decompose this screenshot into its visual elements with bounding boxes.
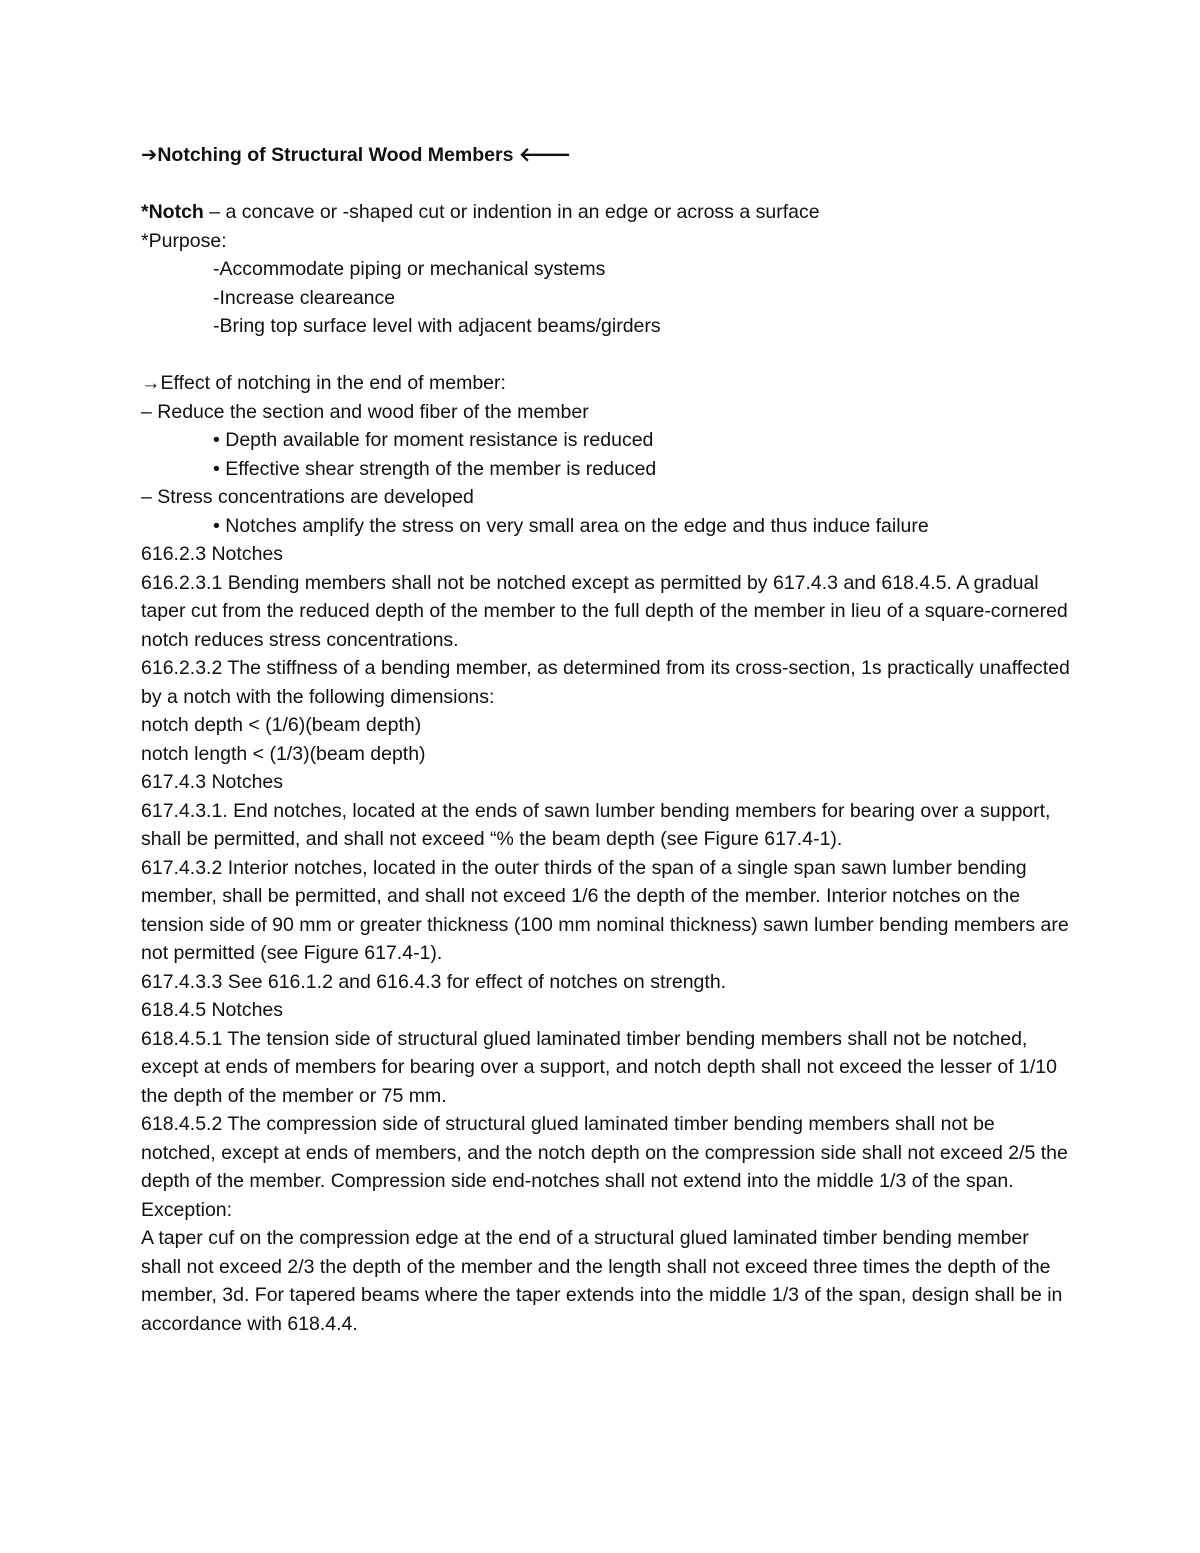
purpose-item: -Bring top surface level with adjacent beams/girders (213, 315, 661, 337)
notch-depth-rule: notch depth < (1/6)(beam depth) (141, 714, 422, 736)
document-title (141, 141, 1071, 170)
purpose-label: *Purpose: (141, 229, 227, 252)
purpose-item: -Increase cleareance (213, 286, 396, 309)
exception-label: Exception: (141, 1198, 233, 1221)
section-paragraph: 618.4.5.1 The tension side of structural glued laminated timber bending members shall not be notched, except at ends of members for bearing over a support, and notch depth shall not exceed the lesser of 1/10 the depth of the member or 75 mm. (141, 1027, 1057, 1107)
section-paragraph: 617.4.3.2 Interior notches, located in the outer thirds of the span of a single span sawn lumber bending member, shall be permitted, and shall not exceed 1/6 the depth of the member. Interior notches on the tension side of 90 mm or greater thickness (100 mm nominal thickness) sawn lumber bending members are not permitted (see Figure 617.4-1). (141, 856, 1069, 964)
effect-stress: – Stress concentrations are developed (141, 486, 474, 508)
notch-length-rule: notch length < (1/3)(beam depth) (141, 742, 426, 765)
spacer (141, 170, 1071, 199)
spacer (141, 341, 1071, 370)
arrow-left-icon: 🡐 (518, 143, 572, 166)
notch-definition (141, 198, 1071, 227)
section-heading: 616.2.3 Notches (141, 543, 284, 565)
purpose-item: -Accommodate piping or mechanical systems (213, 258, 606, 280)
section-paragraph: 616.2.3.1 Bending members shall not be notched except as permitted by 617.4.3 and 618.4.5. A gradual taper cut from the reduced depth of the member to the full depth of the member in lieu of a square-cornered notch reduces stress concentrations. (141, 571, 1068, 651)
effect-heading: →Effect of notching in the end of member: (141, 372, 506, 394)
effect-reduce: – Reduce the section and wood fiber of the member (141, 400, 589, 423)
section-heading: 617.4.3 Notches (141, 771, 284, 793)
effect-bullet: • Effective shear strength of the member is reduced (213, 457, 657, 480)
document-body (141, 141, 1071, 1338)
arrow-right-icon: ➔ (141, 143, 158, 166)
effect-bullet: • Depth available for moment resistance is reduced (213, 429, 654, 451)
notch-term: *Notch (141, 201, 204, 223)
notch-definition-text: – a concave or -shaped cut or indention in an edge or across a surface (203, 201, 820, 223)
section-paragraph: 616.2.3.2 The stiffness of a bending member, as determined from its cross-section, 1s practically unaffected by a notch with the following dimensions: (141, 657, 1070, 708)
section-paragraph: 618.4.5.2 The compression side of structural glued laminated timber bending members shall not be notched, except at ends of members, and the notch depth on the compression side shall not exceed 2/5 the depth of the member. Compression side end-notches shall not extend into the middle 1/3 of the span. (141, 1113, 1068, 1192)
exception-paragraph: A taper cuf on the compression edge at the end of a structural glued laminated timber bending member shall not exceed 2/3 the depth of the member and the length shall not exceed three times the depth of the member, 3d. For tapered beams where the taper extends into the middle 1/3 of the span, design shall be in accordance with 618.4.4. (141, 1227, 1063, 1335)
title-text: Notching of Structural Wood Members (157, 144, 514, 166)
section-paragraph: 617.4.3.3 See 616.1.2 and 616.4.3 for effect of notches on strength. (141, 970, 727, 993)
section-heading: 618.4.5 Notches (141, 999, 284, 1021)
section-paragraph: 617.4.3.1. End notches, located at the ends of sawn lumber bending members for bearing over a support, shall be permitted, and shall not exceed “% the beam depth (see Figure 617.4-1). (141, 799, 1051, 850)
effect-bullet: • Notches amplify the stress on very small area on the edge and thus induce failure (213, 514, 929, 537)
